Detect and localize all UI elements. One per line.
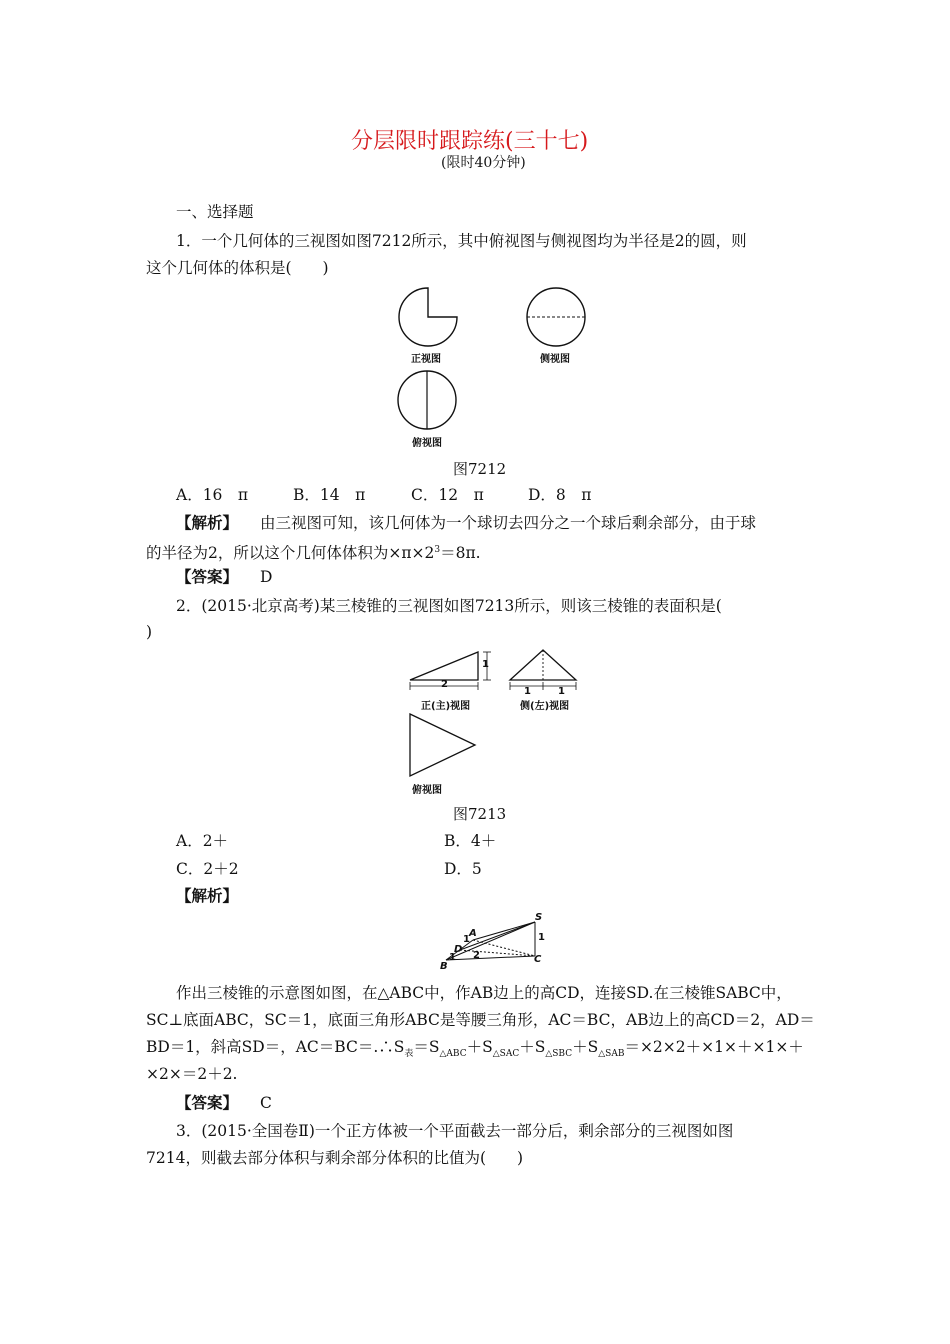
q2-front-view-triangle: [410, 652, 478, 680]
q1-top-view-label: 俯视图: [412, 438, 442, 449]
figure-7212: [380, 280, 610, 450]
q2-answer-label: 【答案】: [176, 1093, 239, 1112]
q1-option-c: C．12 π: [411, 486, 484, 504]
page-subtitle: (限时40分钟): [441, 155, 526, 171]
sketch-label-S: S: [535, 912, 543, 923]
q1-answer: D: [260, 568, 273, 586]
q2-option-b: B．4＋: [444, 832, 497, 850]
q2-option-c: C．2＋2: [176, 860, 239, 878]
q3-stem-line1: 3．(2015·全国卷Ⅱ)一个正方体被一个平面截去一部分后，剩余部分的三视图如图: [176, 1122, 734, 1140]
q2-stem-line2: ): [146, 623, 153, 641]
q2-side-dim-right: 1: [558, 686, 565, 697]
front-view-shape: [399, 288, 457, 346]
q1-answer-label: 【答案】: [176, 567, 239, 586]
q2-stem-line1: 2．(2015·北京高考)某三棱锥的三视图如图7213所示，则该三棱锥的表面积是(: [176, 597, 722, 615]
q1-option-b: B．14 π: [293, 486, 366, 504]
q2-front-dim-height: 1: [482, 659, 489, 670]
edge-BC: [446, 956, 535, 960]
q1-stem-line2: 这个几何体的体积是( ): [146, 259, 329, 277]
q2-answer: C: [260, 1094, 272, 1112]
edge-SA: [473, 922, 535, 940]
sketch-label-two: 2: [473, 950, 480, 961]
q1-jiexi-label: 【解析】: [176, 513, 239, 532]
q1-option-d: D．8 π: [528, 486, 592, 504]
q2-jiexi-line1: 作出三棱锥的示意图如图，在△ABC中，作AB边上的高CD，连接SD.在三棱锥SABC中，: [176, 984, 792, 1002]
sketch-label-A: A: [469, 928, 477, 939]
sketch-label-one-ad: 1: [463, 934, 470, 945]
sketch-label-C: C: [534, 954, 542, 965]
q1-option-a: A．16 π: [176, 486, 249, 504]
q2-side-view-label: 侧(左)视图: [520, 701, 570, 712]
q2-front-view-label: 正(主)视图: [421, 701, 471, 712]
q2-side-dim-left: 1: [524, 686, 531, 697]
figure-7213: [400, 640, 590, 785]
sketch-label-one-sc: 1: [538, 932, 545, 943]
q1-jiexi-line1: 由三视图可知，该几何体为一个球切去四分之一个球后剩余部分，由于球: [260, 514, 757, 532]
section-heading: 一、选择题: [176, 203, 254, 221]
q1-jiexi-line2: 的半径为2，所以这个几何体体积为$\times\pi\times 2^3=8\pi$.: [146, 544, 481, 563]
q2-top-view-triangle: [410, 714, 475, 776]
q1-side-view-label: 侧视图: [540, 354, 570, 365]
q1-figure-caption: 图7212: [453, 460, 507, 478]
q2-jiexi-line2: SC⊥底面ABC，SC＝1，底面三角形ABC是等腰三角形，AC＝BC，AB边上的高CD＝2，AD＝: [146, 1011, 815, 1029]
q1-front-view-label: 正视图: [411, 354, 441, 365]
q2-front-dim-width: 2: [441, 679, 448, 690]
q2-jiexi-line4: ×2×＝2＋2.: [146, 1065, 238, 1083]
q3-stem-line2: 7214，则截去部分体积与剩余部分体积的比值为( ): [146, 1149, 524, 1167]
q2-jiexi-line3: BD＝1，斜高SD＝，$AC=BC=.\therefore S_表=S_{\triangle ABC}+S_{\triangle SAC}+S_{\triangle SBC}+S_{\triangle SAB}=\times 2\times 2+\times 1\times+\times 1\times+$: [146, 1038, 804, 1060]
sketch-label-D: D: [454, 944, 463, 955]
sketch-label-B: B: [440, 961, 448, 972]
q2-option-d: D．5: [444, 860, 482, 878]
sketch-label-one-left: 1: [449, 952, 456, 963]
q2-figure-caption: 图7213: [453, 805, 507, 823]
side-view-circle: [527, 288, 585, 346]
q2-option-a: A．2＋: [176, 832, 229, 850]
q2-jiexi-label: 【解析】: [176, 886, 239, 905]
q2-top-view-label: 俯视图: [412, 785, 442, 796]
page-title: 分层限时跟踪练(三十七): [351, 129, 589, 154]
q1-stem-line1: 1．一个几何体的三视图如图7212所示，其中俯视图与侧视图均为半径是2的圆，则: [176, 232, 747, 250]
